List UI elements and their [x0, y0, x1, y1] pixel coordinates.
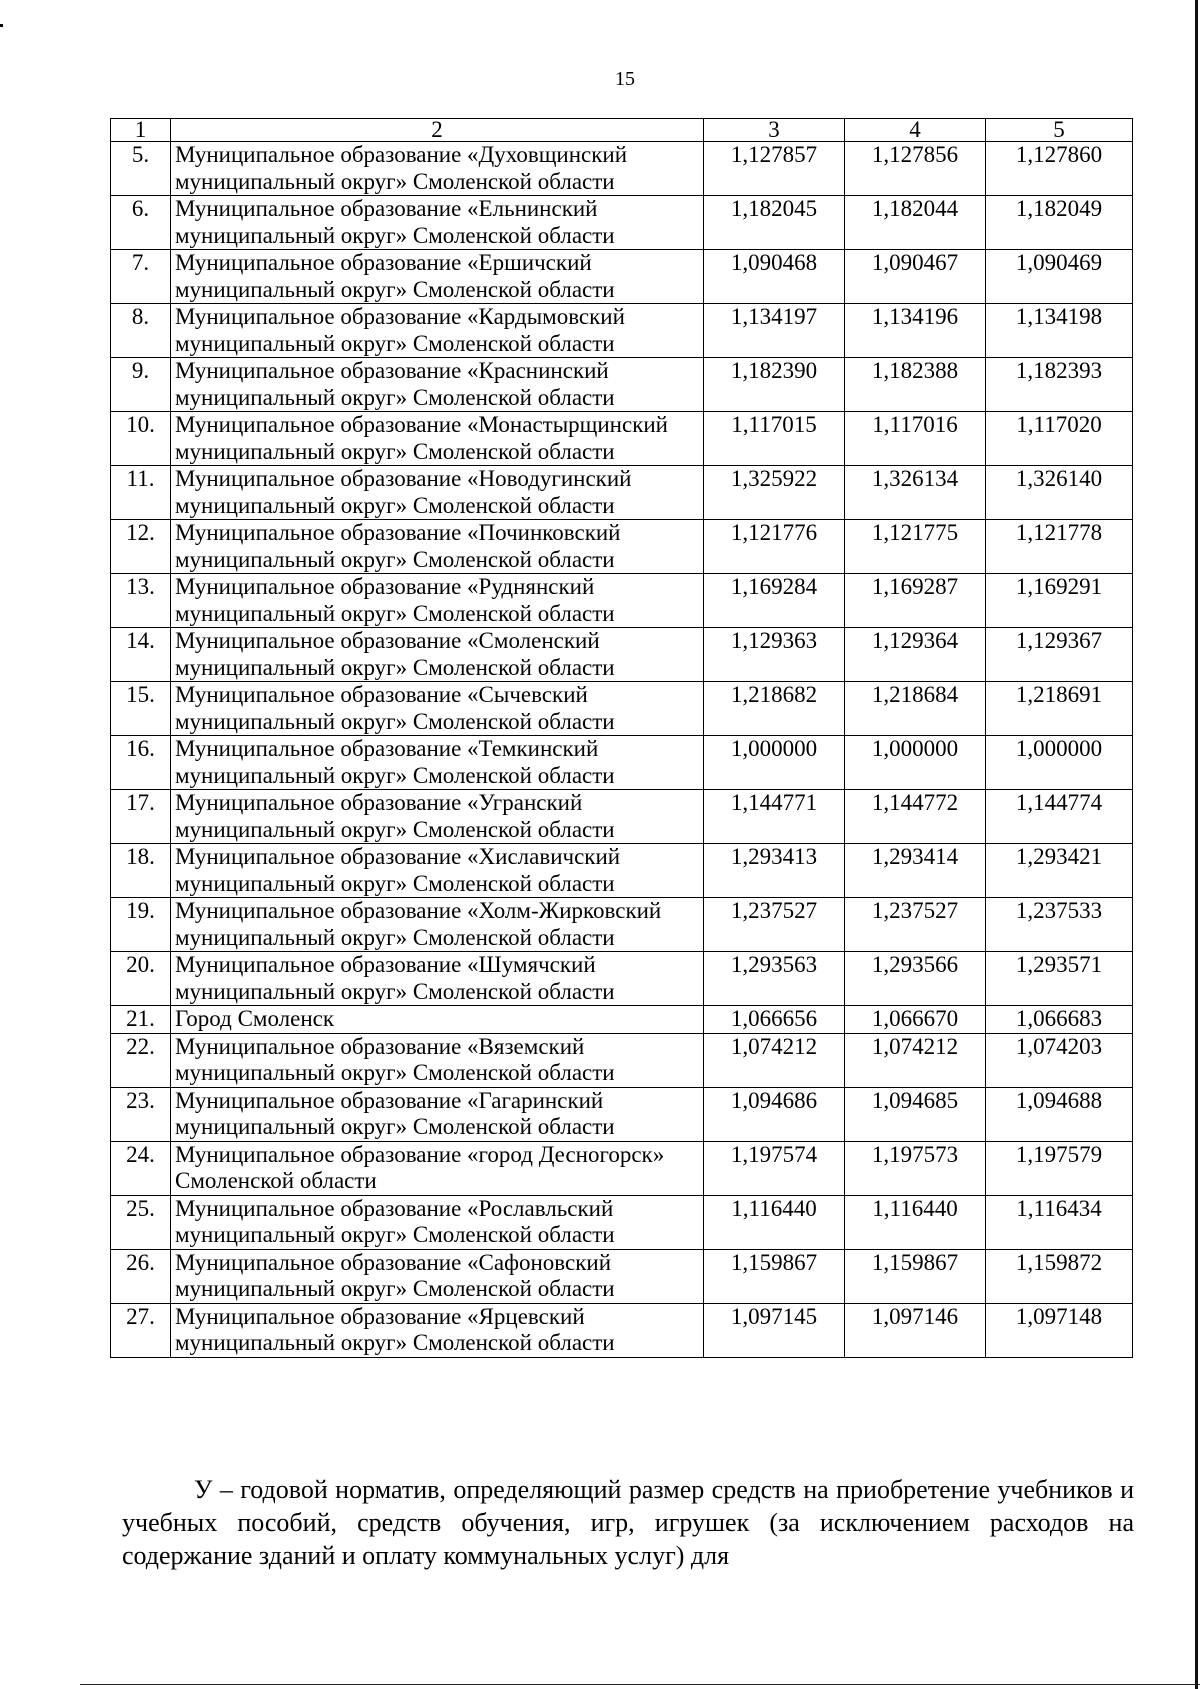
table-row	[111, 736, 1133, 790]
header-cell: 3	[704, 119, 845, 142]
value-col5-cell: 1,134198	[986, 304, 1133, 358]
row-number-cell: 9.	[111, 358, 171, 412]
row-number-cell: 8.	[111, 304, 171, 358]
municipality-name-cell: Муниципальное образование «Ярцевский муниципальный округ» Смоленской области	[171, 1303, 704, 1357]
value-col4-cell: 1,121775	[845, 520, 986, 574]
row-number-cell: 17.	[111, 790, 171, 844]
page-number: 15	[615, 68, 635, 90]
value-col5-cell: 1,094688	[986, 1087, 1133, 1141]
value-col3-cell: 1,293563	[704, 952, 845, 1006]
row-number-cell: 13.	[111, 574, 171, 628]
value-col3-cell: 1,218682	[704, 682, 845, 736]
table-row	[111, 898, 1133, 952]
header-cell: 4	[845, 119, 986, 142]
value-col4-cell: 1,094685	[845, 1087, 986, 1141]
value-col4-cell: 1,144772	[845, 790, 986, 844]
value-col4-cell: 1,097146	[845, 1303, 986, 1357]
value-col3-cell: 1,127857	[704, 142, 845, 196]
row-number-cell: 21.	[111, 1006, 171, 1034]
value-col5-cell: 1,144774	[986, 790, 1133, 844]
page-bottom-border	[80, 1684, 1200, 1685]
header-cell: 2	[171, 119, 704, 142]
municipality-name-cell: Муниципальное образование «Шумячский муниципальный округ» Смоленской области	[171, 952, 704, 1006]
value-col4-cell: 1,293566	[845, 952, 986, 1006]
value-col4-cell: 1,134196	[845, 304, 986, 358]
table-row	[111, 1303, 1133, 1357]
value-col3-cell: 1,000000	[704, 736, 845, 790]
value-col4-cell: 1,159867	[845, 1249, 986, 1303]
value-col3-cell: 1,159867	[704, 1249, 845, 1303]
table-row	[111, 952, 1133, 1006]
value-col5-cell: 1,074203	[986, 1033, 1133, 1087]
table-header-row	[111, 119, 1133, 142]
row-number-cell: 12.	[111, 520, 171, 574]
value-col5-cell: 1,090469	[986, 250, 1133, 304]
header-cell: 5	[986, 119, 1133, 142]
value-col3-cell: 1,066656	[704, 1006, 845, 1034]
value-col3-cell: 1,094686	[704, 1087, 845, 1141]
value-col4-cell: 1,182388	[845, 358, 986, 412]
value-col5-cell: 1,197579	[986, 1141, 1133, 1195]
row-number-cell: 26.	[111, 1249, 171, 1303]
table-row	[111, 520, 1133, 574]
municipality-name-cell: Муниципальное образование «Руднянский муниципальный округ» Смоленской области	[171, 574, 704, 628]
value-col4-cell: 1,218684	[845, 682, 986, 736]
row-number-cell: 22.	[111, 1033, 171, 1087]
value-col5-cell: 1,218691	[986, 682, 1133, 736]
row-number-cell: 10.	[111, 412, 171, 466]
row-number-cell: 24.	[111, 1141, 171, 1195]
value-col5-cell: 1,117020	[986, 412, 1133, 466]
value-col3-cell: 1,074212	[704, 1033, 845, 1087]
value-col3-cell: 1,116440	[704, 1195, 845, 1249]
table-row	[111, 628, 1133, 682]
value-col3-cell: 1,325922	[704, 466, 845, 520]
value-col4-cell: 1,090467	[845, 250, 986, 304]
row-number-cell: 20.	[111, 952, 171, 1006]
municipality-name-cell: Город Смоленск	[171, 1006, 704, 1034]
municipality-name-cell: Муниципальное образование «Хиславичский муниципальный округ» Смоленской области	[171, 844, 704, 898]
value-col5-cell: 1,127860	[986, 142, 1133, 196]
value-col3-cell: 1,129363	[704, 628, 845, 682]
row-number-cell: 14.	[111, 628, 171, 682]
table-row	[111, 1249, 1133, 1303]
municipality-name-cell: Муниципальное образование «Духовщинский муниципальный округ» Смоленской области	[171, 142, 704, 196]
table-row	[111, 304, 1133, 358]
table-row	[111, 1195, 1133, 1249]
row-number-cell: 16.	[111, 736, 171, 790]
value-col5-cell: 1,066683	[986, 1006, 1133, 1034]
value-col4-cell: 1,116440	[845, 1195, 986, 1249]
table-row	[111, 358, 1133, 412]
value-col3-cell: 1,182045	[704, 196, 845, 250]
municipality-name-cell: Муниципальное образование «Сафоновский муниципальный округ» Смоленской области	[171, 1249, 704, 1303]
row-number-cell: 6.	[111, 196, 171, 250]
municipality-name-cell: Муниципальное образование «Гагаринский муниципальный округ» Смоленской области	[171, 1087, 704, 1141]
value-col5-cell: 1,121778	[986, 520, 1133, 574]
table-row	[111, 1006, 1133, 1034]
value-col4-cell: 1,074212	[845, 1033, 986, 1087]
value-col3-cell: 1,097145	[704, 1303, 845, 1357]
table-row	[111, 844, 1133, 898]
value-col4-cell: 1,293414	[845, 844, 986, 898]
row-number-cell: 25.	[111, 1195, 171, 1249]
scan-edge	[1195, 0, 1198, 1689]
table-row	[111, 412, 1133, 466]
row-number-cell: 23.	[111, 1087, 171, 1141]
table-row	[111, 1033, 1133, 1087]
municipality-name-cell: Муниципальное образование «город Десногорск» Смоленской области	[171, 1141, 704, 1195]
row-number-cell: 15.	[111, 682, 171, 736]
value-col4-cell: 1,000000	[845, 736, 986, 790]
municipality-name-cell: Муниципальное образование «Смоленский муниципальный округ» Смоленской области	[171, 628, 704, 682]
value-col5-cell: 1,169291	[986, 574, 1133, 628]
value-col3-cell: 1,117015	[704, 412, 845, 466]
value-col4-cell: 1,169287	[845, 574, 986, 628]
row-number-cell: 27.	[111, 1303, 171, 1357]
table-row	[111, 1141, 1133, 1195]
value-col5-cell: 1,116434	[986, 1195, 1133, 1249]
table-row	[111, 466, 1133, 520]
municipality-name-cell: Муниципальное образование «Монастырщинский муниципальный округ» Смоленской области	[171, 412, 704, 466]
value-col5-cell: 1,293421	[986, 844, 1133, 898]
table-row	[111, 790, 1133, 844]
municipality-name-cell: Муниципальное образование «Ершичский муниципальный округ» Смоленской области	[171, 250, 704, 304]
value-col5-cell: 1,097148	[986, 1303, 1133, 1357]
header-cell: 1	[111, 119, 171, 142]
value-col3-cell: 1,293413	[704, 844, 845, 898]
row-number-cell: 19.	[111, 898, 171, 952]
row-number-cell: 11.	[111, 466, 171, 520]
municipality-name-cell: Муниципальное образование «Темкинский муниципальный округ» Смоленской области	[171, 736, 704, 790]
value-col3-cell: 1,169284	[704, 574, 845, 628]
value-col3-cell: 1,090468	[704, 250, 845, 304]
value-col4-cell: 1,326134	[845, 466, 986, 520]
value-col5-cell: 1,326140	[986, 466, 1133, 520]
table-row	[111, 196, 1133, 250]
value-col5-cell: 1,237533	[986, 898, 1133, 952]
municipality-name-cell: Муниципальное образование «Сычевский муниципальный округ» Смоленской области	[171, 682, 704, 736]
table-row	[111, 142, 1133, 196]
municipality-name-cell: Муниципальное образование «Починковский муниципальный округ» Смоленской области	[171, 520, 704, 574]
value-col4-cell: 1,197573	[845, 1141, 986, 1195]
table-row	[111, 574, 1133, 628]
value-col4-cell: 1,129364	[845, 628, 986, 682]
municipality-name-cell: Муниципальное образование «Вяземский муниципальный округ» Смоленской области	[171, 1033, 704, 1087]
value-col3-cell: 1,121776	[704, 520, 845, 574]
value-col4-cell: 1,182044	[845, 196, 986, 250]
municipality-name-cell: Муниципальное образование «Угранский муниципальный округ» Смоленской области	[171, 790, 704, 844]
row-number-cell: 5.	[111, 142, 171, 196]
row-number-cell: 18.	[111, 844, 171, 898]
municipality-name-cell: Муниципальное образование «Новодугинский муниципальный округ» Смоленской области	[171, 466, 704, 520]
value-col5-cell: 1,159872	[986, 1249, 1133, 1303]
value-col5-cell: 1,182393	[986, 358, 1133, 412]
value-col5-cell: 1,182049	[986, 196, 1133, 250]
table-row	[111, 682, 1133, 736]
table-row	[111, 250, 1133, 304]
value-col4-cell: 1,117016	[845, 412, 986, 466]
table-row	[111, 1087, 1133, 1141]
municipality-name-cell: Муниципальное образование «Рославльский муниципальный округ» Смоленской области	[171, 1195, 704, 1249]
value-col3-cell: 1,134197	[704, 304, 845, 358]
value-col3-cell: 1,144771	[704, 790, 845, 844]
coefficients-table	[110, 118, 1133, 1358]
value-col5-cell: 1,000000	[986, 736, 1133, 790]
value-col5-cell: 1,129367	[986, 628, 1133, 682]
row-number-cell: 7.	[111, 250, 171, 304]
municipality-name-cell: Муниципальное образование «Краснинский муниципальный округ» Смоленской области	[171, 358, 704, 412]
value-col3-cell: 1,237527	[704, 898, 845, 952]
value-col4-cell: 1,127856	[845, 142, 986, 196]
value-col5-cell: 1,293571	[986, 952, 1133, 1006]
municipality-name-cell: Муниципальное образование «Холм-Жирковский муниципальный округ» Смоленской области	[171, 898, 704, 952]
municipality-name-cell: Муниципальное образование «Кардымовский муниципальный округ» Смоленской области	[171, 304, 704, 358]
value-col4-cell: 1,237527	[845, 898, 986, 952]
value-col4-cell: 1,066670	[845, 1006, 986, 1034]
municipality-name-cell: Муниципальное образование «Ельнинский муниципальный округ» Смоленской области	[171, 196, 704, 250]
value-col3-cell: 1,197574	[704, 1141, 845, 1195]
scan-artifact	[0, 24, 3, 27]
value-col3-cell: 1,182390	[704, 358, 845, 412]
footer-paragraph: У – годовой норматив, определяющий размер средств на приобретение учебников и учебных пособий, средств обучения, игр, игрушек (за исключением расходов на содержание зданий и оплату коммунальных услуг) для	[122, 1475, 1134, 1570]
